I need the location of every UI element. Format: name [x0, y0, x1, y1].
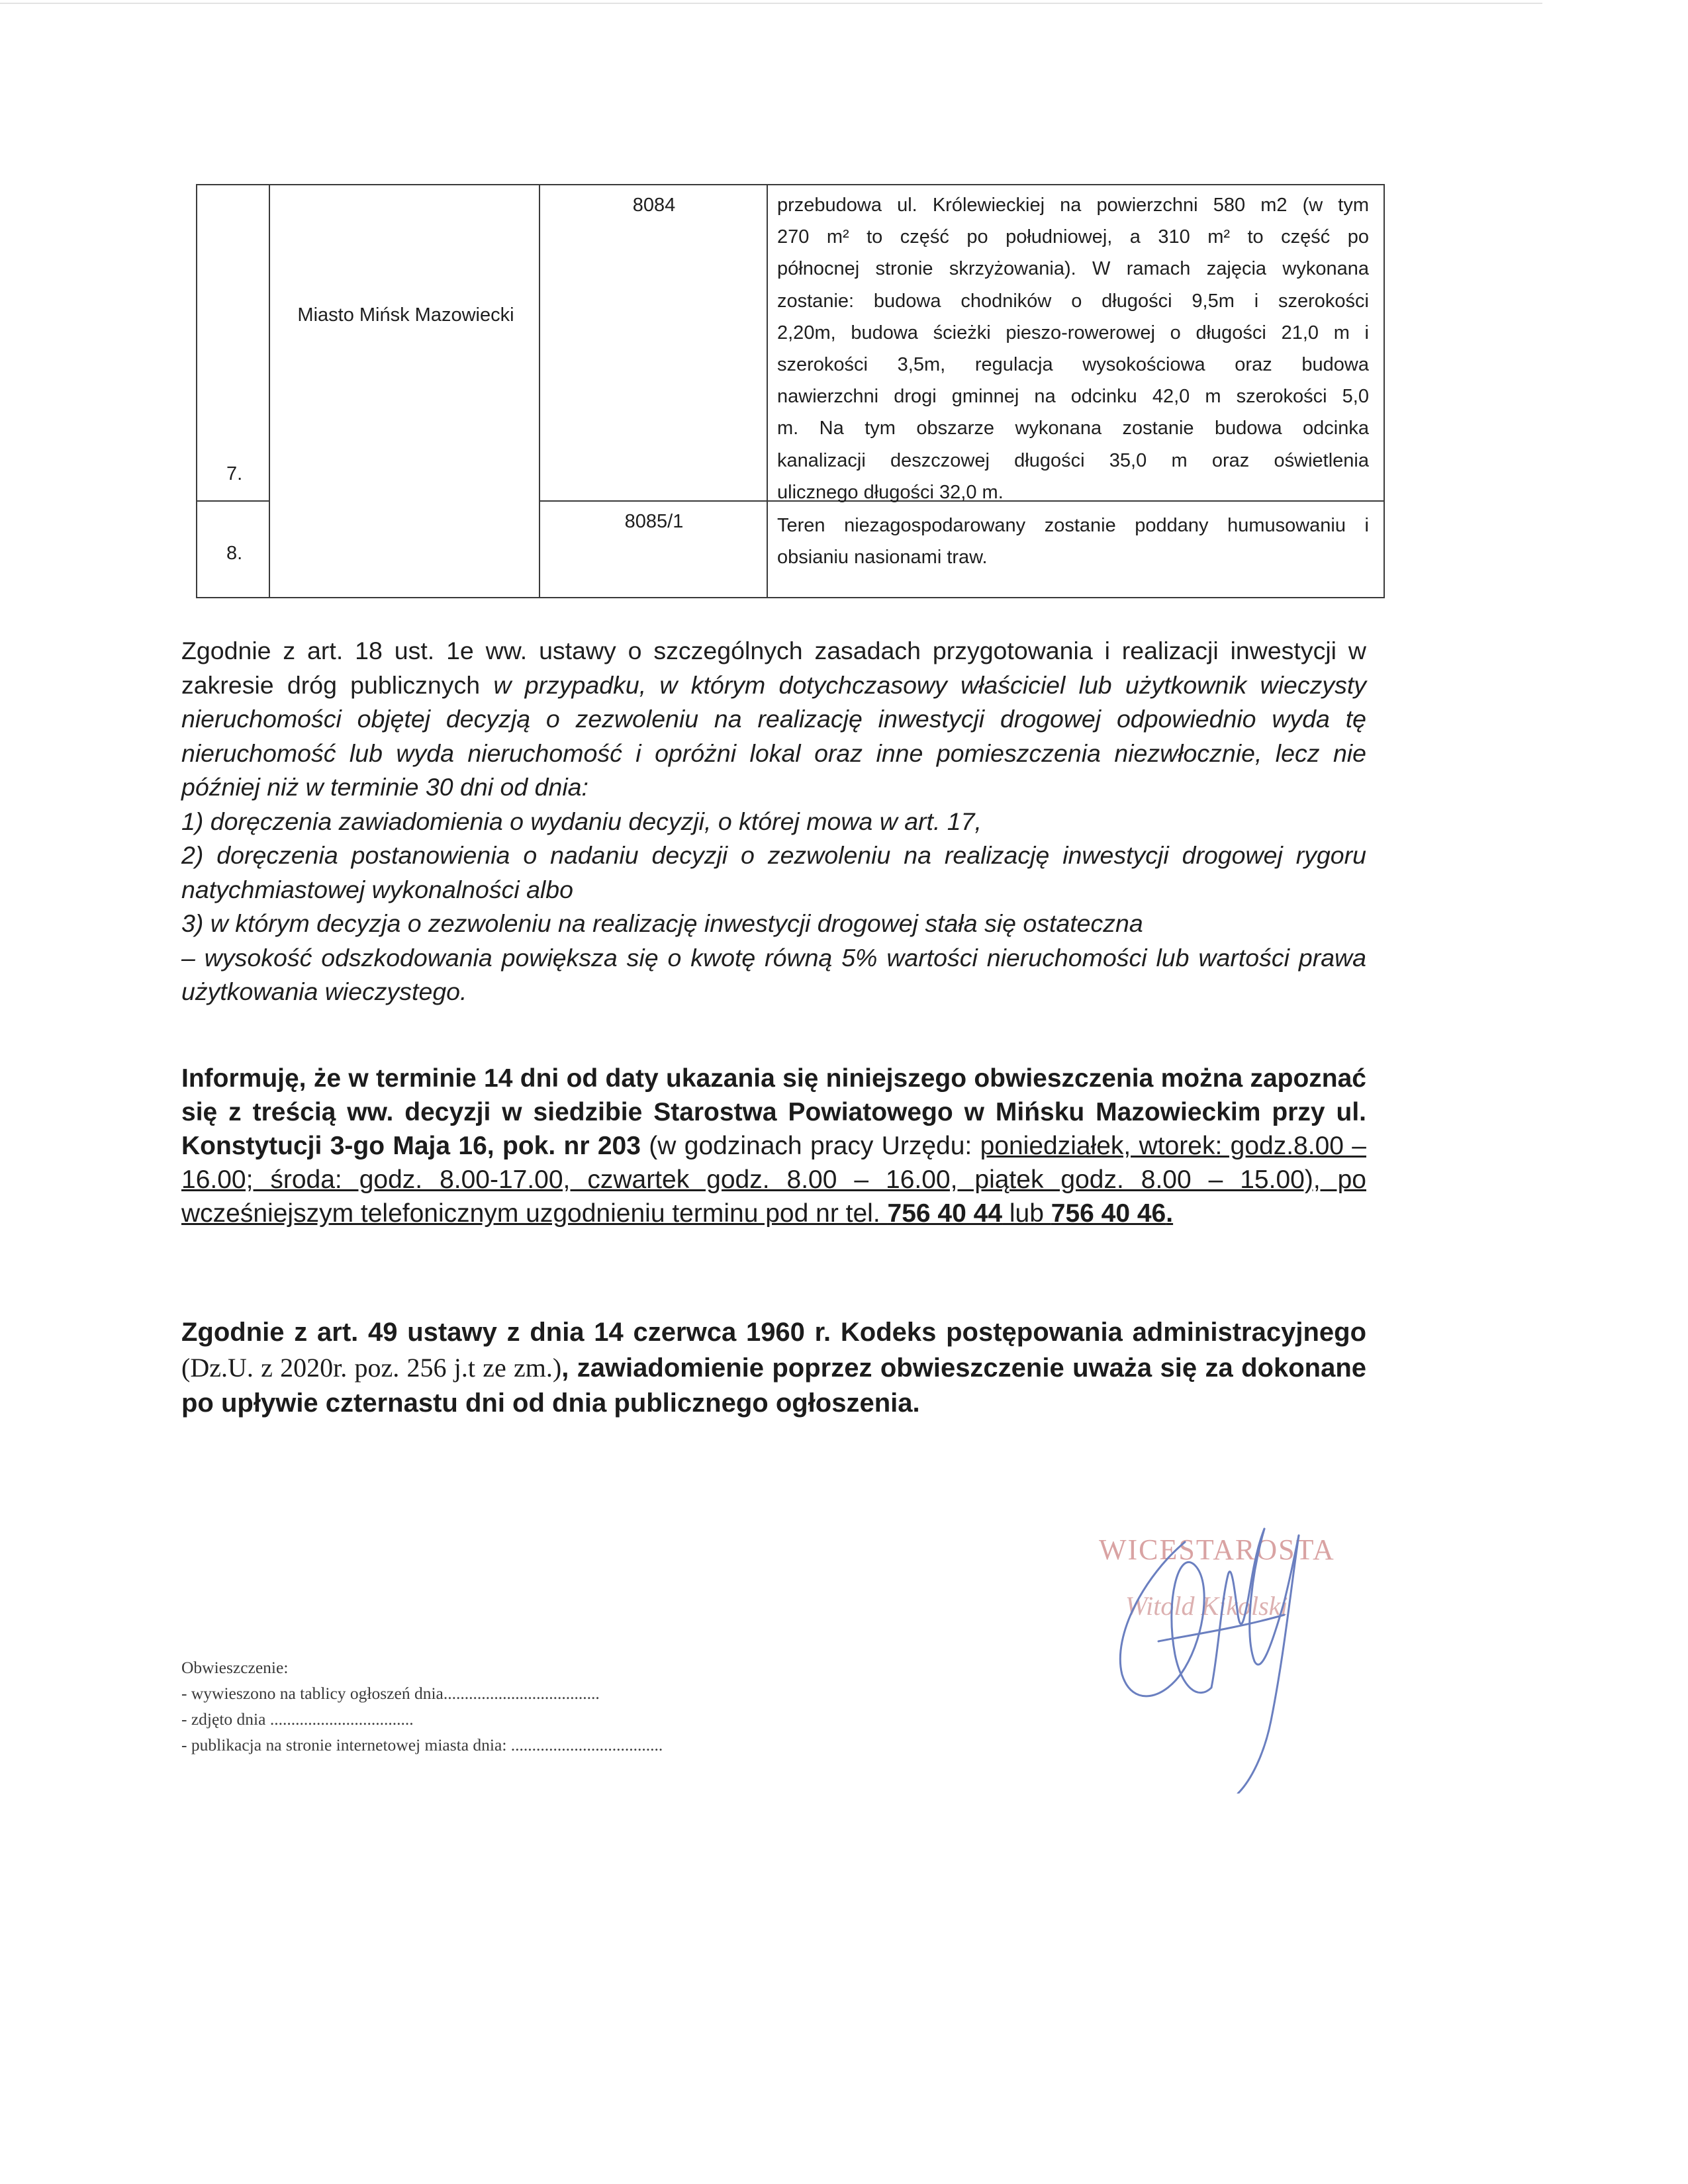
kpa-bold-start: Zgodnie z art. 49 ustawy z dnia 14 czerwca 1960 r. Kodeks postępowania administracyjnego	[181, 1318, 1366, 1347]
posting-line-posted: - wywieszono na tablicy ogłoszeń dnia.....................................	[181, 1684, 600, 1703]
kpa-citation: (Dz.U. z 2020r. poz. 256 j.t ze zm.)	[181, 1353, 562, 1383]
row-number: 8.	[226, 543, 243, 564]
phone-number-2: 756 40 46	[1051, 1199, 1166, 1228]
stamp-title: WICESTAROSTA	[1099, 1533, 1335, 1566]
description-line: ulicznego długości 32,0 m.	[777, 481, 1004, 503]
notice-intro: Zgodnie z art. 18 ust. 1e ww. ustawy o szczególnych zasadach przygotowania i realizacji inwestycji w zakresie dróg publicznych	[181, 637, 1366, 699]
or-word: lub	[1002, 1199, 1051, 1228]
description-line: m. Na tym obszarze wykonana zostanie budowa odcinka	[777, 418, 1369, 439]
description-line: Teren niezagospodarowany zostanie poddany humusowaniu i	[777, 515, 1369, 536]
description-line: obsianiu nasionami traw.	[777, 547, 988, 569]
table-row-divider	[197, 500, 269, 502]
notice-closing: – wysokość odszkodowania powiększa się o kwotę równą 5% wartości nieruchomości lub wartości prawa użytkowania wieczystego.	[181, 943, 1366, 1005]
description-line: nawierzchni drogi gminnej na odcinku 42,0 m szerokości 5,0	[777, 386, 1369, 408]
parcel-cell: 8084	[632, 195, 676, 216]
handwritten-signature	[1120, 1529, 1299, 1794]
inform-normal: (w godzinach pracy Urzędu:	[640, 1132, 980, 1160]
office-hours: poniedziałek, wtorek: godz.8.00 – 16.00; środa: godz. 8.00-17.00, czwartek godz. 8.00 – 16.00, piątek godz. 8.00 – 15.00), po wcześniejszym telefonicznym uzgodnieniu terminu pod nr tel.	[181, 1132, 1366, 1228]
description-line: zostanie: budowa chodników o długości 9,5m i szerokości	[777, 290, 1369, 312]
row-number: 7.	[226, 463, 243, 484]
period: .	[1166, 1199, 1174, 1228]
owner-cell: Miasto Mińsk Mazowiecki	[297, 304, 514, 326]
description-line: 270 m² to część po południowej, a 310 m² to część po	[777, 226, 1369, 248]
inspection-info	[181, 1062, 1366, 1230]
investment-table	[196, 184, 1385, 598]
posting-line-removed: - zdjęto dnia ..................................	[181, 1709, 414, 1729]
page-top-edge	[0, 3, 1542, 4]
posting-heading: Obwieszczenie:	[181, 1658, 289, 1677]
description-cell	[777, 510, 1369, 573]
compensation-notice	[181, 634, 1366, 1009]
official-stamp	[1086, 1502, 1390, 1794]
inform-bold: Informuję, że w terminie 14 dni od daty ukazania się niniejszego obwieszczenia można zapoznać się z treścią ww. decyzji w siedzibie Starostwa Powiatowego w Mińsku Mazowieckim przy ul. Konstytucji 3-go Maja 16, pok. nr 203	[181, 1064, 1366, 1160]
posting-line-published: - publikacja na stronie internetowej miasta dnia: ....................................	[181, 1735, 663, 1754]
table-col-divider	[539, 185, 540, 597]
description-cell	[777, 189, 1369, 508]
description-line: przebudowa ul. Królewieckiej na powierzchni 580 m2 (w tym	[777, 195, 1369, 216]
kpa-bold-end: , zawiadomienie poprzez obwieszczenie uważa się za dokonane po upływie czternastu dni od dnia publicznego ogłoszenia.	[181, 1353, 1366, 1418]
description-line: kanalizacji deszczowej długości 35,0 m oraz oświetlenia	[777, 449, 1369, 471]
notice-item-1: 1) doręczenia zawiadomienia o wydaniu decyzji, o której mowa w art. 17,	[181, 807, 982, 835]
description-line: szerokości 3,5m, regulacja wysokościowa oraz budowa	[777, 354, 1369, 376]
parcel-cell: 8085/1	[624, 511, 684, 532]
phone-number-1: 756 40 44	[887, 1199, 1003, 1228]
notice-item-2: 2) doręczenia postanowienia o nadaniu decyzji o zezwoleniu na realizację inwestycji drogowej rygoru natychmiastowej wykonalności albo	[181, 841, 1366, 903]
description-line: 2,20m, budowa ścieżki pieszo-rowerowej o długości 21,0 m i	[777, 322, 1369, 343]
description-line: północnej stronie skrzyżowania). W ramach zajęcia wykonana	[777, 258, 1369, 280]
notice-italic-text: w przypadku, w którym dotychczasowy właściciel lub użytkownik wieczysty nieruchomości objętej decyzją o zezwoleniu na realizację inwestycji drogowej odpowiednio wyda tę nieruchomość lub wyda nieruchomość i opróżni lokal oraz inne pomieszczenia niezwłocznie, lecz nie później niż w terminie 30 dni od dnia:	[181, 670, 1366, 801]
posting-record	[181, 1655, 1042, 1758]
stamp-name: Witold Kikolski	[1125, 1591, 1288, 1621]
table-col-divider	[767, 185, 768, 597]
notice-item-3: 3) w którym decyzja o zezwoleniu na realizację inwestycji drogowej stała się ostateczna	[181, 909, 1143, 937]
kpa-notice	[181, 1314, 1366, 1421]
table-col-divider	[269, 185, 270, 597]
